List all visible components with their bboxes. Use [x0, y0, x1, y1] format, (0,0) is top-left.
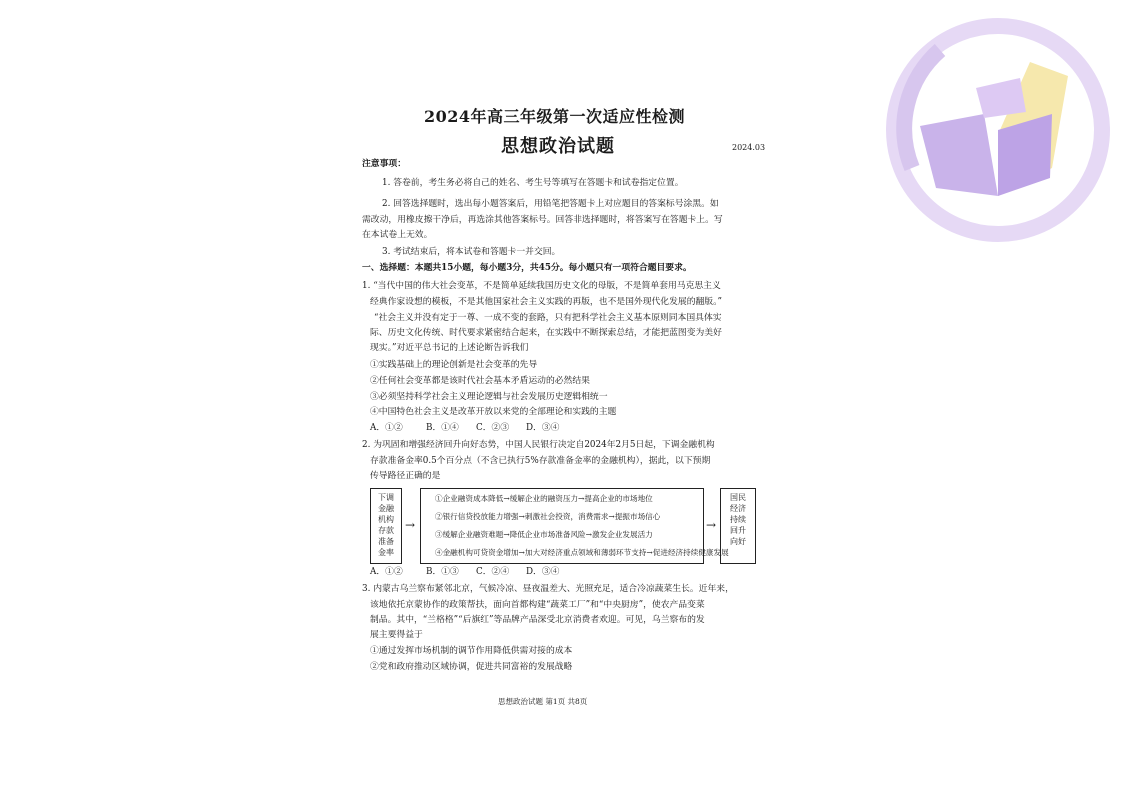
flow-start-text: 下调金融机构存款准备金率 [378, 493, 394, 557]
question-line: 传导路径正确的是 [370, 471, 441, 481]
transmission-flow-diagram [370, 488, 758, 564]
exam-title: 2024年高三年级第一次适应性检测 [424, 107, 686, 126]
arrow-right-icon: → [706, 518, 717, 532]
answer-choice: A．①② [370, 423, 403, 433]
option-line: ④中国特色社会主义是改革开放以来党的全部理论和实践的主题 [370, 407, 617, 417]
watermark-logo [880, 18, 1110, 248]
flow-path: ①企业融资成本降低→缓解企业的融资压力→提高企业的市场地位 [435, 494, 653, 503]
option-line: ①实践基础上的理论创新是社会变革的先导 [370, 360, 538, 370]
option-line: ②任何社会变革都是该时代社会基本矛盾运动的必然结果 [370, 376, 590, 386]
arrow-right-icon: → [405, 518, 416, 532]
question-line: 际、历史文化传统、时代要求紧密结合起来，在实践中不断探索总结，才能把蓝图变为美好 [370, 328, 722, 338]
question-line: “社会主义并没有定于一尊、一成不变的套路，只有把科学社会主义基本原则同本国具体实 [374, 313, 722, 323]
notice-item: 在本试卷上无效。 [362, 230, 433, 240]
answer-choice: C．②③ [476, 423, 510, 433]
option-line: ①通过发挥市场机制的调节作用降低供需对接的成本 [370, 646, 573, 656]
answer-choice: D．③④ [526, 423, 560, 433]
question-line: 该地依托京蒙协作的政策帮扶，面向首都构建“蔬菜工厂”和“中央厨房”，使农产品变菜 [370, 600, 705, 610]
answer-choice: B．①③ [426, 567, 459, 577]
question-line: 存款准备金率0.5个百分点（不含已执行5%存款准备金率的金融机构），据此，以下预期 [370, 456, 711, 466]
question-line: 2. 为巩固和增强经济回升向好态势，中国人民银行决定自2024年2月5日起，下调金融机构 [362, 440, 715, 450]
question-line: 1. “当代中国的伟大社会变革，不是简单延续我国历史文化的母版，不是简单套用马克思主义 [362, 281, 721, 291]
question-line: 制品。其中，“兰格格”“后旗红”等品牌产品深受北京消费者欢迎。可见，乌兰察布的发 [370, 615, 705, 625]
option-line: ③必须坚持科学社会主义理论逻辑与社会发展历史逻辑相统一 [370, 392, 608, 402]
notice-heading: 注意事项： [362, 159, 406, 169]
question-line: 现实。”对近平总书记的上述论断告诉我们 [370, 343, 529, 353]
exam-subject-title: 思想政治试题 [501, 136, 615, 157]
flow-paths-box [420, 488, 729, 564]
flow-end-text: 国民经济持续回升向好 [730, 493, 746, 546]
flow-path: ③缓解企业融资难题→降低企业市场准备风险→激发企业发展活力 [435, 530, 653, 539]
notice-item: 1. 答卷前，考生务必将自己的姓名、考生号等填写在答题卡和试卷指定位置。 [382, 178, 684, 188]
question-line: 3. 内蒙古乌兰察布紧邻北京，气候冷凉、昼夜温差大、光照充足，适合冷凉蔬菜生长。近年来， [362, 584, 734, 594]
flow-path: ②银行信贷投放能力增强→刺激社会投资，消费需求→提振市场信心 [435, 512, 661, 521]
page-footer: 思想政治试题 第1页 共8页 [498, 697, 588, 706]
answer-choice: B．①④ [426, 423, 459, 433]
section-heading: 一、选择题：本题共15小题，每小题3分，共45分。每小题只有一项符合题目要求。 [362, 263, 692, 273]
notice-item: 需改动，用橡皮擦干净后，再选涂其他答案标号。回答非选择题时，将答案写在答题卡上。写 [362, 215, 723, 225]
answer-choice: C．②④ [476, 567, 510, 577]
question-line: 经典作家设想的模板，不是其他国家社会主义实践的再版，也不是国外现代化发展的翻版。” [370, 297, 722, 307]
exam-date: 2024.03 [732, 143, 766, 152]
flow-end-box [720, 488, 756, 564]
answer-choice: D．③④ [526, 567, 560, 577]
notice-item: 2. 回答选择题时，选出每小题答案后，用铅笔把答题卡上对应题目的答案标号涂黑。如 [382, 199, 719, 209]
exam-page [360, 100, 770, 720]
notice-item: 3. 考试结束后，将本试卷和答题卡一并交回。 [382, 247, 561, 257]
question-line: 展主要得益于 [370, 630, 423, 640]
option-line: ②党和政府推动区域协调，促进共同富裕的发展战略 [370, 662, 573, 672]
flow-start-box [370, 488, 402, 564]
answer-choice: A．①② [370, 567, 403, 577]
flow-path: ④金融机构可贷资金增加→加大对经济重点领域和薄弱环节支持→促进经济持续健康发展 [435, 548, 729, 557]
